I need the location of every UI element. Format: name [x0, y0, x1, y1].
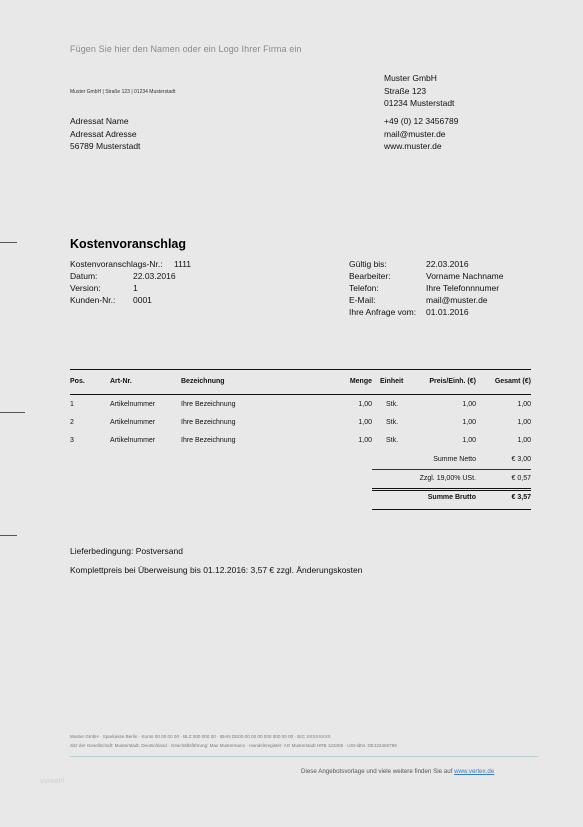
footer-promo-link[interactable]: www.vertex.de: [454, 768, 495, 775]
cell-gesamt: 1,00: [517, 419, 531, 426]
cell-einheit: Stk.: [386, 419, 399, 426]
total-rule-bottom: [372, 509, 531, 510]
delivery-terms: Lieferbedingung: Postversand: [70, 546, 183, 556]
meta-value: Vorname Nachname: [426, 271, 504, 281]
cell-preis: 1,00: [462, 419, 476, 426]
cell-bez: Ihre Bezeichnung: [181, 437, 236, 444]
punch-mark: [0, 412, 25, 413]
meta-row: [349, 306, 504, 318]
payment-terms: Komplettpreis bei Überweisung bis 01.12.2016: 3,57 € zzgl. Änderungskosten: [70, 565, 363, 575]
company-city: 01234 Musterstadt: [384, 98, 455, 108]
meta-value: 1111: [174, 259, 192, 269]
table-header-rule: [70, 394, 531, 395]
meta-value: 1: [133, 283, 138, 293]
document-meta-right: [349, 258, 504, 318]
meta-row: [70, 270, 191, 282]
cell-bez: Ihre Bezeichnung: [181, 401, 236, 408]
cell-pos: 3: [70, 437, 74, 444]
cell-einheit: Stk.: [386, 401, 399, 408]
recipient-city: 56789 Musterstadt: [70, 141, 141, 151]
col-header-art: Art-Nr.: [110, 378, 132, 385]
meta-value: 01.01.2016: [426, 307, 469, 317]
col-header-gesamt: Gesamt (€): [494, 378, 531, 385]
company-website: www.muster.de: [384, 141, 442, 151]
meta-label: Datum:: [70, 271, 98, 281]
total-rule-top-2: [372, 490, 531, 491]
cell-bez: Ihre Bezeichnung: [181, 419, 236, 426]
total-rule-top-1: [372, 488, 531, 489]
footer-promo: [301, 768, 494, 775]
fold-mark-bottom: [0, 535, 17, 536]
company-street: Straße 123: [384, 85, 427, 96]
subtotal-rule: [372, 469, 531, 470]
meta-label: Gültig bis:: [349, 259, 387, 269]
cell-einheit: Stk.: [386, 437, 399, 444]
footer-rule: [70, 756, 538, 757]
meta-value: 0001: [133, 295, 152, 305]
company-email: mail@muster.de: [384, 128, 446, 139]
meta-label: E-Mail:: [349, 295, 376, 305]
col-header-menge: Menge: [349, 378, 372, 385]
watermark: vorwahl: [40, 778, 65, 785]
meta-row: [70, 258, 191, 270]
logo-placeholder: Fügen Sie hier den Namen oder ein Logo Ihrer Firma ein: [70, 44, 302, 54]
meta-label: Telefon:: [349, 283, 379, 293]
meta-label: Version:: [70, 283, 101, 293]
cell-art: Artikelnummer: [110, 437, 156, 444]
footer-company-line: Sitz der Gesellschaft: Musterstadt, Deutschland · Geschäftsführung: Max Mustermann · Handelsregister: AG Musterstadt HRB 123456 · USt-IdNr. DE123456789: [70, 743, 397, 748]
cell-menge: 1,00: [358, 401, 372, 408]
cell-gesamt: 1,00: [517, 401, 531, 408]
meta-value: Ihre Telefonnnumer: [426, 283, 500, 293]
table-top-rule: [70, 369, 531, 370]
ust-value: € 0,57: [511, 475, 531, 482]
company-name: Muster GmbH: [384, 73, 437, 83]
meta-value: mail@muster.de: [426, 295, 488, 305]
col-header-preis: Preis/Einh. (€): [429, 378, 476, 385]
meta-label: Kunden-Nr.:: [70, 295, 116, 305]
cell-pos: 1: [70, 401, 74, 408]
meta-row: [349, 258, 504, 270]
summe-netto-label: Summe Netto: [433, 456, 476, 463]
recipient-street: Adressat Adresse: [70, 128, 137, 139]
cell-art: Artikelnummer: [110, 401, 156, 408]
meta-row: [349, 270, 504, 282]
meta-label: Ihre Anfrage vom:: [349, 307, 417, 317]
summe-brutto-label: Summe Brutto: [427, 494, 476, 501]
summe-netto-value: € 3,00: [511, 456, 531, 463]
meta-value: 22.03.2016: [133, 271, 176, 281]
cell-pos: 2: [70, 419, 74, 426]
fold-mark-top: [0, 242, 17, 243]
meta-label: Kostenvoranschlags-Nr.:: [70, 259, 163, 269]
recipient-address: [70, 115, 140, 153]
footer-bank-line: Muster GmbH · Sparkasse Berlin · Konto 00 00 00 00 · BLZ 000 000 00 · IBAN DE00 00 00 00 000 000 00 00 · BIC XXXXXXXX: [70, 734, 331, 739]
col-header-einheit: Einheit: [380, 378, 404, 385]
company-phone: +49 (0) 12 3456789: [384, 116, 459, 126]
cell-menge: 1,00: [358, 437, 372, 444]
summe-brutto-value: € 3,57: [511, 494, 531, 501]
sender-return-line: Muster GmbH | Straße 123 | 01234 Musterstadt: [70, 89, 176, 95]
meta-label: Bearbeiter:: [349, 271, 391, 281]
col-header-bez: Bezeichnung: [181, 378, 225, 385]
meta-value: 22.03.2016: [426, 259, 469, 269]
cell-preis: 1,00: [462, 401, 476, 408]
col-header-pos: Pos.: [70, 378, 85, 385]
cell-menge: 1,00: [358, 419, 372, 426]
recipient-name: Adressat Name: [70, 116, 129, 126]
document-meta-left: [70, 258, 191, 306]
company-contact: [384, 115, 458, 153]
meta-row: [349, 294, 504, 306]
company-address: [384, 72, 454, 110]
document-title: Kostenvoranschlag: [70, 237, 187, 251]
meta-row: [70, 282, 191, 294]
footer-promo-text: Diese Angebotsvorlage und viele weitere finden Sie auf: [301, 768, 455, 775]
meta-row: [70, 294, 191, 306]
cell-art: Artikelnummer: [110, 419, 156, 426]
cell-preis: 1,00: [462, 437, 476, 444]
ust-label: Zzgl. 19,00% USt.: [419, 475, 476, 482]
meta-row: [349, 282, 504, 294]
cell-gesamt: 1,00: [517, 437, 531, 444]
